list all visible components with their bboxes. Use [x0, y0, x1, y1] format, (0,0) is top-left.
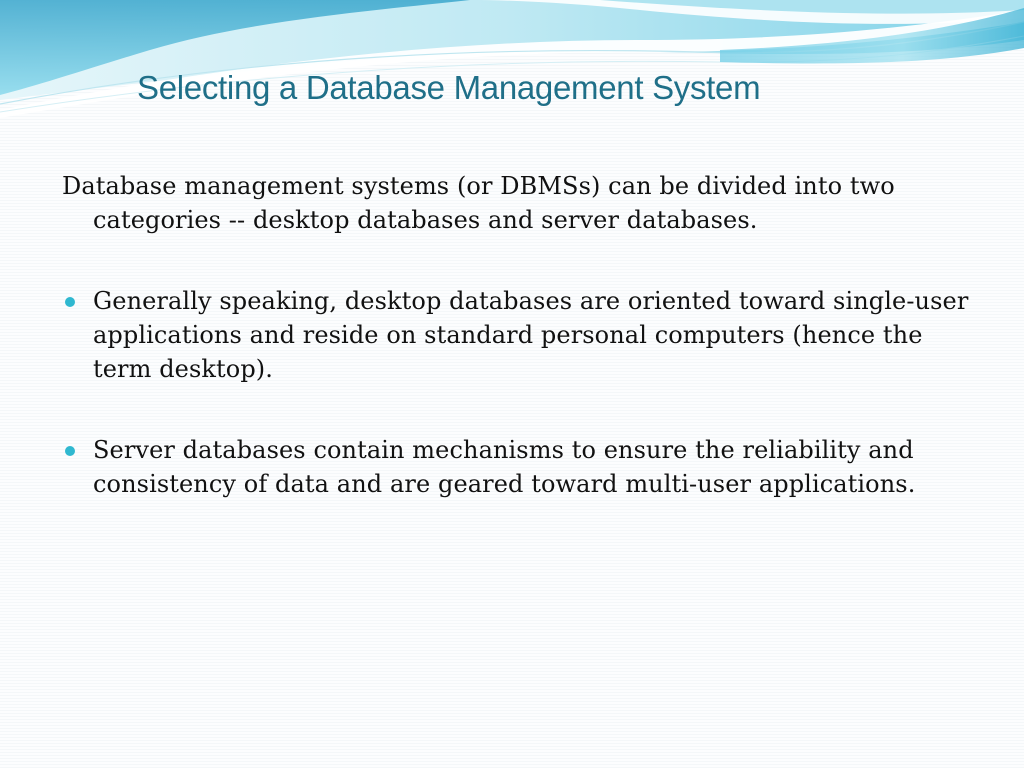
- slide-body: [62, 169, 972, 501]
- intro-paragraph: Database management systems (or DBMSs) can be divided into two categories -- desktop databases and server databases.: [62, 172, 895, 234]
- bullet-text: Server databases contain mechanisms to ensure the reliability and consistency of data and are geared toward multi-user applications.: [93, 436, 916, 498]
- header-wave-decoration: [0, 0, 1024, 130]
- bullet-icon: [65, 297, 75, 307]
- bullet-item-server: [62, 433, 972, 501]
- bullet-icon: [65, 446, 75, 456]
- bullet-item-desktop: [62, 284, 972, 386]
- slide-title: Selecting a Database Management System: [137, 69, 761, 106]
- bullet-text: Generally speaking, desktop databases are oriented toward single-user applications and reside on standard personal computers (hence the term desktop).: [93, 287, 969, 383]
